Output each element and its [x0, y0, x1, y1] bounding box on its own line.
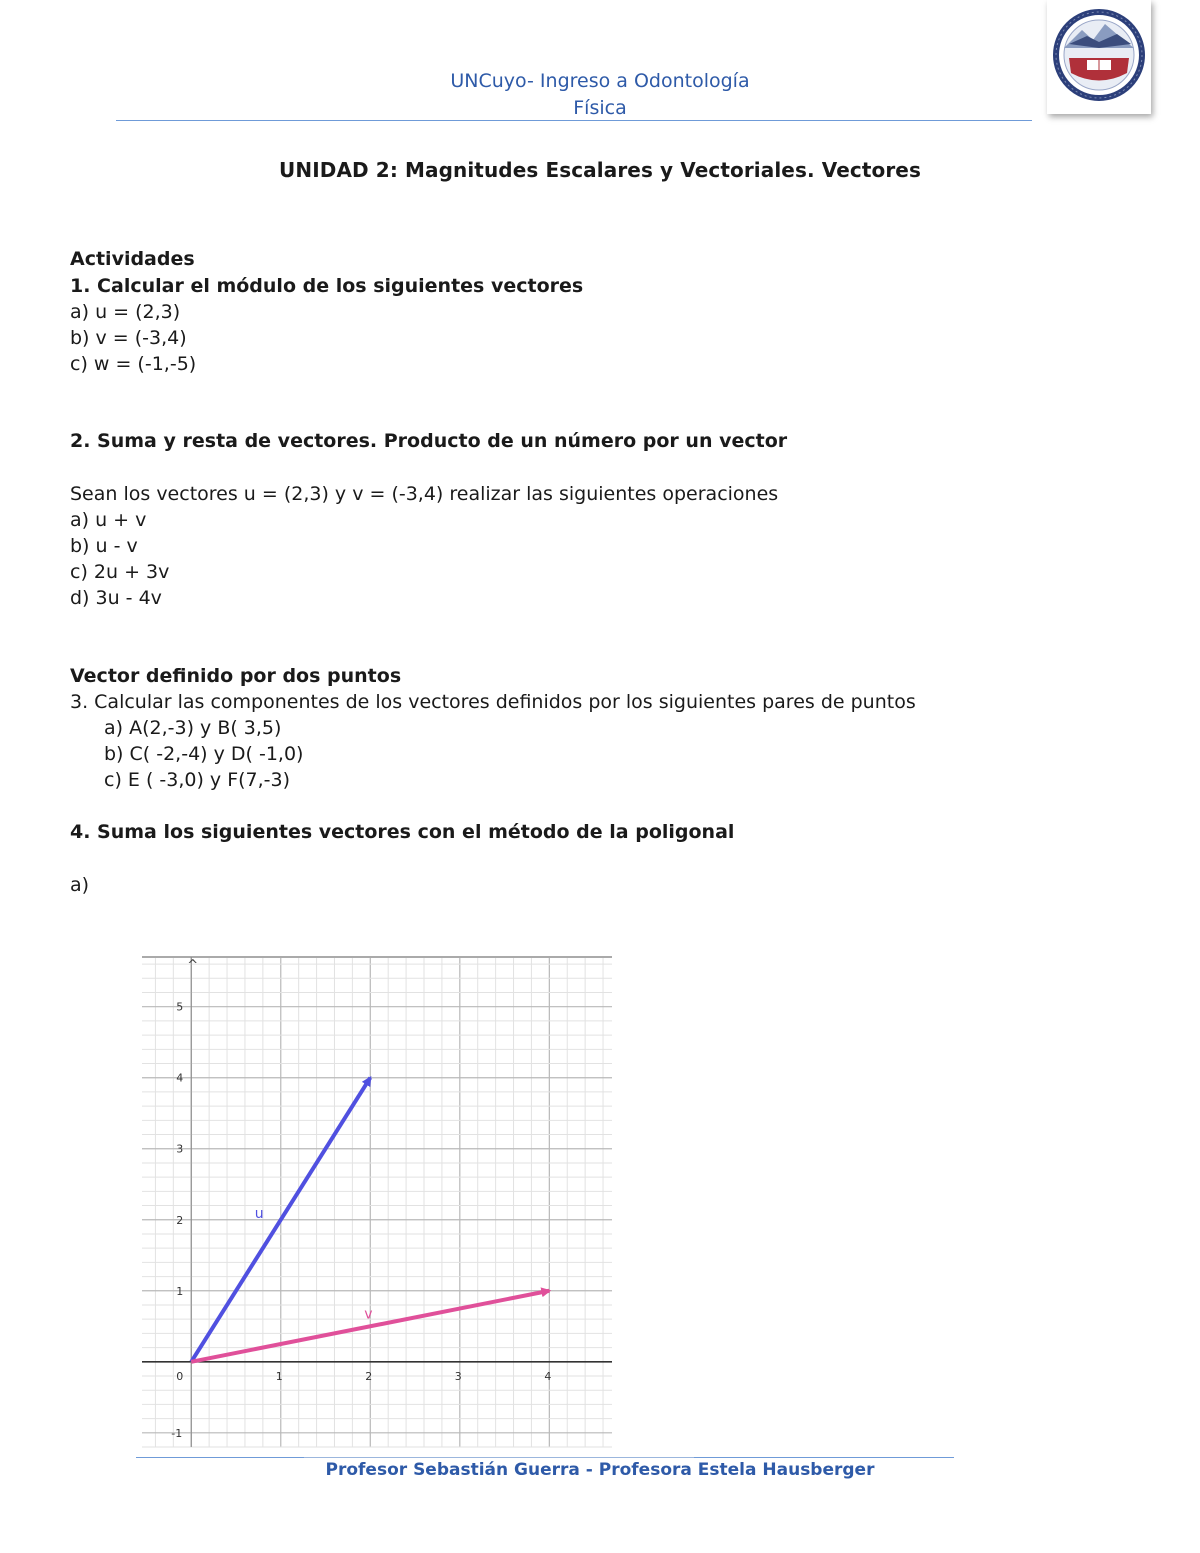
page-footer: Profesor Sebastián Guerra - Profesora Estela Hausberger	[325, 1460, 875, 1480]
y-tick-label: 2	[176, 1213, 184, 1227]
y-tick-label: -1	[171, 1426, 183, 1440]
question-4-title: 4. Suma los siguientes vectores con el método de la poligonal	[70, 821, 735, 843]
page-header	[0, 68, 1200, 122]
header-subject: Física	[573, 97, 627, 119]
question-4-part: a)	[70, 874, 90, 896]
question-3-title: 3. Calcular las componentes de los vectores definidos por los siguientes pares de puntos	[70, 691, 916, 713]
question-3-item: a) A(2,-3) y B( 3,5)	[104, 717, 282, 739]
x-tick-label: 0	[176, 1369, 184, 1383]
x-tick-label: 2	[365, 1369, 373, 1383]
vector-graph	[140, 955, 615, 1450]
footer-divider	[136, 1457, 304, 1458]
question-3-item: c) E ( -3,0) y F(7,-3)	[104, 769, 291, 791]
question-1-item: b) v = (-3,4)	[70, 327, 187, 349]
header-institution: UNCuyo- Ingreso a Odontología	[450, 70, 750, 92]
vector-label-u: u	[254, 1205, 264, 1222]
y-tick-label: 4	[176, 1071, 184, 1085]
section-label: Actividades	[70, 248, 195, 270]
question-2-intro: Sean los vectores u = (2,3) y v = (-3,4) realizar las siguientes operaciones	[70, 483, 779, 505]
question-2-item: a) u + v	[70, 509, 147, 531]
question-1-title: 1. Calcular el módulo de los siguientes vectores	[70, 275, 584, 297]
question-1-item: c) w = (-1,-5)	[70, 353, 197, 375]
question-2-title: 2. Suma y resta de vectores. Producto de un número por un vector	[70, 430, 788, 452]
document-title: UNIDAD 2: Magnitudes Escalares y Vectoriales. Vectores	[279, 158, 921, 182]
x-tick-label: 1	[275, 1369, 283, 1383]
x-tick-label: 3	[454, 1369, 462, 1383]
graph-grid	[142, 957, 612, 1447]
question-2-item: d) 3u - 4v	[70, 587, 162, 609]
footer-divider	[304, 1457, 694, 1458]
university-seal-logo	[1047, 0, 1151, 114]
footer-divider	[694, 1457, 954, 1458]
question-2-item: c) 2u + 3v	[70, 561, 170, 583]
question-3-item: b) C( -2,-4) y D( -1,0)	[104, 743, 304, 765]
header-divider	[116, 120, 1032, 121]
question-2-item: b) u - v	[70, 535, 138, 557]
x-tick-label: 4	[544, 1369, 552, 1383]
vector-label-v: v	[364, 1306, 373, 1323]
question-3-heading: Vector definido por dos puntos	[70, 665, 402, 687]
graph-axes	[142, 957, 612, 1447]
y-tick-label: 3	[176, 1142, 184, 1156]
y-tick-label: 5	[176, 1000, 184, 1014]
y-axis-arrow: ^	[187, 958, 199, 973]
y-tick-label: 1	[176, 1284, 184, 1298]
question-1-item: a) u = (2,3)	[70, 301, 181, 323]
